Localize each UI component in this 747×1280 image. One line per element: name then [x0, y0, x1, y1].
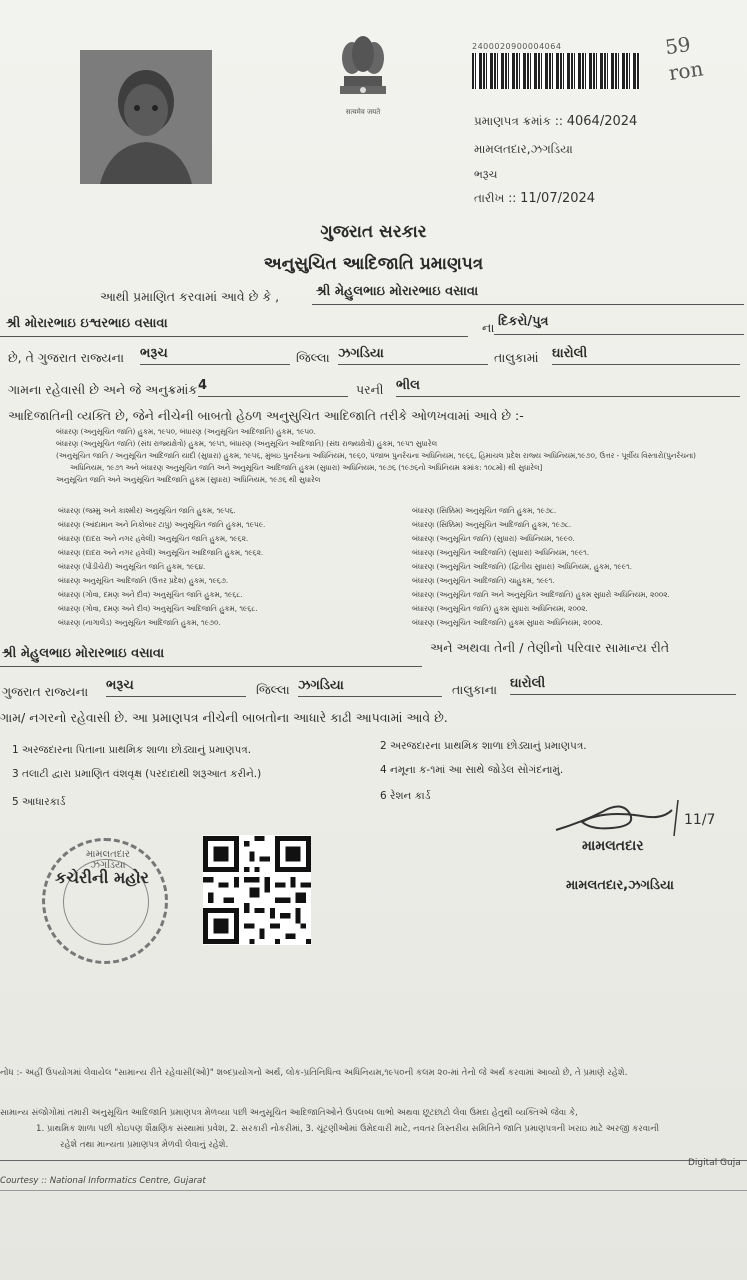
certificate-number: 4064/2024: [566, 114, 638, 129]
seal-label: કચેરીની મહોર: [55, 868, 149, 887]
document-item: 3 તલાટી દ્વારા પ્રમાણિત વંશવૃક્ષ (પરદાદાથી શરૂઆત કરીને.): [12, 768, 262, 780]
footer-note: નોંધ :- અહીં ઉપયોગમાં લેવાયેલ "સામાન્ય રીતે રહેવાસી(ઓ)" શબ્દપ્રયોગનો અર્થ, લોક-પ્રતિનિધિત્વ અધિનિયમ,૧૯૫૦ની કલમ ૨૦-માં તેનો જે અર્થ કરવામાં આવ્યો છે, તે પ્રમાણે રહેશે.: [0, 1068, 628, 1078]
office-seal: [42, 838, 168, 964]
order-item: અનુસૂચિત જાતિ અને અનુસૂચિત આદિજાતિ હુકમ (સુધારા) અધિનિયમ, ૧૯૭૬ થી સુધારેલ: [56, 475, 321, 484]
footer-line: સામાન્ય સંજોગોમાં તમારી અનુસૂચિત આદિજાતિ પ્રમાણપત્ર મેળવ્યા પછી અનુસૂચિત આદિજાતિઓને ઉપલબ્ધ લાભો અથવા છૂટછાટો લેવા ઉમદા હેતુથી વ્યક્તિએ જેવા કે,: [0, 1108, 578, 1118]
issue-date-line: [474, 191, 595, 206]
document-item: 4 નમૂના ક-૧માં આ સાથે જોડેલ સોગંદનામું.: [380, 764, 564, 776]
order-item: બંધારણ (અનુસૂચિત આદિજાતિ) (દ્વિતીય સુધારા) અધિનિયમ, હુકમ, ૧૯૯૧.: [412, 562, 632, 571]
intro-text: આથી પ્રમાણિત કરવામાં આવે છે કે ,: [100, 289, 280, 304]
taluka-value: ઝગડિયા: [338, 346, 488, 365]
taluka-label: તાલુકામાં: [494, 350, 539, 365]
order-item: બંધારણ (અનુસૂચિત જાતિ) હુકમ, ૧૯૫૦, બંધારણ (અનુસૂચિત આદિજાતિ) હુકમ, ૧૯૫૦.: [56, 427, 316, 436]
residence-village: ઘારોલી: [510, 676, 736, 695]
issue-date-label: તારીખ ::: [474, 191, 517, 205]
courtesy-text: Courtesy :: National Informatics Centre, Gujarat: [0, 1176, 206, 1186]
residence-district: ભરૂચ: [106, 678, 246, 697]
order-item: બંધારણ (અનુસૂચિત જાતિ અને અનુસૂચિત આદિજાતિ) હુકમ સુધારો અધિનિયમ, ૨૦૦૨.: [412, 590, 670, 599]
applicant-name: શ્રી મેહુલભાઇ મોરારભાઇ વસાવા: [312, 284, 744, 305]
order-item: બંધારણ (અનુસૂચિત જાતિ) (સુધારા) અધિનિયમ, ૧૯૯૦.: [412, 534, 575, 543]
barcode: [472, 53, 640, 89]
order-item: બંધારણ (નાગાલેંડ) અનુસૂચિત આદિજાતિ હુકમ, ૧૯૭૦.: [58, 618, 221, 627]
order-item: બંધારણ (પોંડીચેરી) અનુસૂચિત જાતિ હુકમ, ૧૯૬૪.: [58, 562, 206, 571]
order-item: બંધારણ (દાદરા અને નગર હવેલી) અનુસૂચિત આદિજાતિ હુકમ, ૧૯૬૨.: [58, 548, 264, 557]
order-item: (અનુસૂચિત જાતિ / અનુસૂચિત આદિજાતિ યાદી (સુધારા) હુકમ, ૧૯૫૬, મુંબઇ પુનર્રચના અધિનિયમ, ૧૯૬૦, પંજાબ પુનર્રચના અધિનિયમ, ૧૯૬૬, હિમાચલ પ્રદેશ રાજ્ય અધિનિયમ,૧૯૭૦, ઉત્તર - પૂર્વીય વિસ્તારો(પુનર્રચના): [56, 451, 697, 460]
resident-name: શ્રી મેહુલભાઇ મોરારભાઇ વસાવા: [0, 646, 422, 667]
signatory-office: મામલતદાર,ઝગડિયા: [566, 878, 674, 893]
residence-state: ગુજરાત રાજ્યના: [2, 684, 89, 699]
state-emblem-icon: [330, 28, 396, 120]
document-item: 2 અરજદારના પ્રાથમિક શાળા છોડ્યાનું પ્રમાણપત્ર.: [380, 740, 587, 752]
certificate-number-line: [474, 114, 637, 129]
issuing-district: ભરૂચ: [474, 168, 498, 181]
residence-district-label: જિલ્લા: [256, 682, 290, 697]
residence-taluka-label: તાલુકાના: [452, 682, 498, 697]
issue-basis-text: ગામ/ નગરનો રહેવાસી છે. આ પ્રમાણપત્ર નીચેની બાબતોના આધારે કાઢી આપવામાં આવે છે.: [0, 710, 448, 725]
district-value: ભરૂચ: [140, 346, 290, 365]
order-item: બંધારણ (સિક્કિમ) અનુસૂચિત જાતિ હુકમ, ૧૯૭૮.: [412, 506, 557, 515]
document-item: 6 રેશન કાર્ડ: [380, 790, 431, 802]
applicant-photo: [80, 50, 212, 184]
order-item: બંધારણ (દાદરા અને નગર હવેલી) અનુસૂચિત જાતિ હુકમ, ૧૯૬૨.: [58, 534, 249, 543]
village-line: ગામના રહેવાસી છે અને જે અનુક્રમાંક: [8, 382, 198, 397]
signature-date-mark: 11/7: [684, 812, 716, 828]
residence-taluka: ઝગડિયા: [298, 678, 442, 697]
handwritten-note: [663, 26, 732, 104]
relation-label: ના: [482, 320, 495, 335]
issuing-office: મામલતદાર,ઝગડિયા: [474, 142, 573, 156]
seal-ring-text: મામલતદાર ઝગડિયા: [86, 849, 130, 871]
signatory-title: મામલતદાર: [582, 838, 644, 854]
orders-left-list: [58, 504, 388, 630]
footer-divider: [0, 1160, 747, 1161]
government-title: ગુજરાત સરકાર: [320, 222, 427, 242]
order-item: બંધારણ (સિક્કિમ) અનુસૂચિત આદિજાતિ હુકમ, ૧૯૭૮.: [412, 520, 572, 529]
order-item: અધિનિયમ, ૧૯૭૧ અને બંધારણ અનુસૂચિત જાતિ અને અનુસૂચિત આદિજાતિ હુકમ (સુધારા) અધિનિયમ, ૧૯૭૬ (૧૯૭૬નો અધિનિયમ ક્રમાંક: ૧૦૮મો) થી સુધારેલ]: [70, 463, 543, 472]
order-item: બંધારણ (ગોવા, દમણ અને દીવ) અનુસૂચિત જાતિ હુકમ, ૧૯૬૮.: [58, 590, 243, 599]
emblem-caption: सत्यमेव जयते: [345, 108, 381, 116]
relation: દિકરો/પુત્ર: [494, 314, 744, 335]
order-item: બંધારણ (અનુસૂચિત આદિજાતિ) હુકમ સુધારા અધિનિયમ, ૨૦૦૨.: [412, 618, 603, 627]
handwritten-note-line: ron: [667, 56, 705, 86]
serial-number: 4: [198, 378, 348, 397]
footer-line: 1. પ્રાથમિક શાળા પછી કોઇપણ શૈક્ષણિક સંસ્થામાં પ્રવેશ, 2. સરકારી નોકરીમાં, 3. ચૂંટણીઓમાં ઉમેદવારી માટે, નવતર ત્રિસ્તરીય સમિતિને જાતિ પ્રમાણપત્રની ખરાઇ માટે અરજી કરવાની: [36, 1124, 660, 1134]
document-item: 5 આધારકાર્ડ: [12, 796, 66, 808]
village-value: ઘારોલી: [552, 346, 740, 365]
recognition-text: આદિજાતિની વ્યક્તિ છે, જેને નીચેની બાબતો હેઠળ અનુસુચિત આદિજાતિ તરીકે ઓળખવામાં આવે છે :-: [8, 408, 524, 423]
order-item: બંધારણ (આંદામાન અને નિકોબાર ટાપુ) અનુસૂચિત જાતિ હુકમ, ૧૯૫૯.: [58, 520, 266, 529]
state-prefix: છે, તે ગુજરાત રાજ્યના: [8, 350, 125, 365]
order-item: બંધારણ (ગોવા, દમણ અને દીવ) અનુસૂચિત આદિજાતિ હુકમ, ૧૯૬૮.: [58, 604, 258, 613]
orders-right-list: [412, 504, 732, 630]
tribe-value: ભીલ: [396, 378, 740, 397]
certificate-title: અનુસુચિત આદિજાતિ પ્રમાણપત્ર: [263, 254, 484, 274]
barcode-number: 2400020900004064: [472, 42, 562, 51]
digital-gujarat-text: Digital Guja: [688, 1158, 741, 1168]
order-item: બંધારણ (અનુસૂચિત આદિજાતિ) (સુધારા) અધિનિયમ, ૧૯૯૧.: [412, 548, 590, 557]
order-item: બંધારણ (અનુસૂચિત આદિજાતિ) ચાહુકમ, ૧૯૯૧.: [412, 576, 555, 585]
orders-top-list: [56, 426, 720, 486]
certificate-number-label: પ્રમાણપત્ર ક્રમાંક ::: [474, 114, 563, 128]
issue-date: 11/07/2024: [520, 191, 596, 206]
family-text: અને અથવા તેની / તેણીનો પરિવાર સામાન્ય રીતે: [430, 640, 670, 655]
district-label: જિલ્લા: [296, 350, 330, 365]
qr-code: [203, 835, 311, 945]
document-item: 1 અરજદારના પિતાના પ્રાથમિક શાળા છોડ્યાનું પ્રમાણપત્ર.: [12, 744, 252, 756]
tribe-label: પરની: [356, 382, 384, 397]
signature-mark: [552, 792, 716, 842]
order-item: બંધારણ (અનુસૂચિત જાતિ) હુકમ સુધારા અધિનિયમ, ૨૦૦૨.: [412, 604, 588, 613]
father-name: શ્રી મોરારભાઇ ઇશ્વરભાઇ વસાવા: [0, 316, 468, 337]
handwritten-note-line: 59: [663, 31, 693, 60]
footer-line: રહેશે તથા માન્યતા પ્રમાણપત્ર મેળવી લેવાનું રહેશે.: [60, 1140, 229, 1150]
footer-divider: [0, 1190, 747, 1191]
order-item: બંધારણ અનુસૂચિત આદિજાતિ (ઉત્તર પ્રદેશ) હુકમ, ૧૯૬૭.: [58, 576, 229, 585]
barcode-block: [472, 42, 640, 89]
order-item: બંધારણ (અનુસૂચિત જાતિ) (સંઘ રાજ્યક્ષેત્રો) હુકમ, ૧૯૫૧, બંધારણ (અનુસૂચિત આદિજાતિ) (સંઘ રાજ્યક્ષેત્રો) હુકમ, ૧૯૫૧ સુધારેલ: [56, 439, 437, 448]
order-item: બંધારણ (જમ્મુ અને કાશ્મીર) અનુસૂચિત જાતિ હુકમ, ૧૯૫૬.: [58, 506, 236, 515]
